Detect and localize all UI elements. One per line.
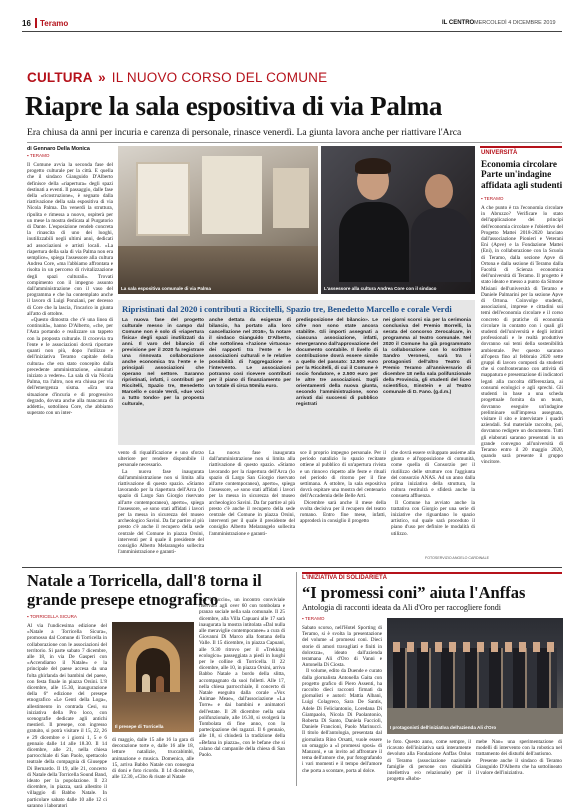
body-paragraph: Il volume, edito da Duende e curato dalla giornalista Antonella Gaita con progetto grafico di Piero Assenti, ha raccolto dieci racconti firmati da giornalisti e autori: Mattia Albani, Luigi Colagreco, Sara De Santis, Adele Di Feliciantonio, Loredana Di Giampaolo, Nicola Di Paolantonio, Roberta Di Santo, Daniela Faccioli, Daniele Francioni, Paolo Marinucci. Il titolo dell'antologia, presentata dal giornalista Rino Orsatti, vuole essere un omaggio a «I promessi sposi» di Manzoni, e un invito ad affrontare il tema dell'amore che, pur fotografando i vari momenti e il tempo dell'amore che porta a scontare, porta al dolce. <box>302 668 382 774</box>
torricella-headline: Natale a Torricella, dall'8 torna il grande presepe etnografico <box>27 571 262 609</box>
kicker-text: IL NUOVO CORSO DEL COMUNE <box>111 70 328 85</box>
main-body-col3 <box>209 450 295 562</box>
main-headline: Riapre la sala espositiva di via Palma <box>25 91 443 121</box>
body-paragraph: Presente anche il sindaco di Teramo Gianguido D'Alberto che ha sottolineato il valore dell'iniziativa. <box>476 757 562 777</box>
person-body <box>411 208 471 282</box>
photo-presepe <box>112 622 194 732</box>
page-header <box>22 18 562 30</box>
body-paragraph: vento di riqualificazione e uno sforzo ulteriore per rendere disponibile il personale necessario. <box>118 450 204 469</box>
photo-assessor-mayor <box>321 146 475 294</box>
body-paragraph: Il Comune ha avviato anche la trattativa con Giorgio per una serie di iniziative che riguardano lo spazio artistico, sul quale sarà proceduto il piano d'uso per definire le modalità di utilizzo. <box>391 499 475 537</box>
anffas-label: L'INIZIATIVA DI SOLIDARIETÀ <box>302 575 387 581</box>
figure <box>156 676 164 692</box>
group-row <box>393 648 557 708</box>
main-body-col5 <box>391 450 475 554</box>
ali-doro-caption: I protagonisti dell'iniziativa dell'azienda Ali d'Oro <box>390 725 497 730</box>
page-number: 16 <box>22 19 31 28</box>
sidebar-place-name: TERAMO <box>483 196 504 201</box>
anffas-place-name: TERAMO <box>304 616 325 621</box>
main-body-col1 <box>27 162 113 564</box>
main-body-col4 <box>300 450 386 562</box>
sidebar-label: UNIVERSITÀ <box>481 150 518 156</box>
body-paragraph: La nuova fase inaugurata dall'amministrazione non si limita alla riattivazione di questo spazio. «Stiamo lavorando per la riapertura dell'Arca (lo spazio di Largo San Giorgio riservato all'arte contemporanea), aperto», spiega l'assessore, «e sono stati affidati i lavori per la messa in sicurezza del museo archeologico Savini. Da far partire al più presto c'è anche il recupero della sede centrale del Comune in piazza Orsini, interventi per il quale il presidente del consiglio Alberto Melarangelo sollecita l'amministrazione e garanti- <box>118 468 204 556</box>
person-body <box>339 202 409 282</box>
floor <box>387 708 563 734</box>
photo-ali-doro <box>387 618 563 734</box>
torricella-col2: di maggio, dalle 15 alle 16 la gara di decorazione torte e, dalle 16 alle 18, letture natalizie, truccabimbi, animazione e musica. Domenica, alle 15, arriva Babbo Natale con consegna di doni e foto ricordo. Il 14 dicembre, alle 12.30, «Cibo & risate al Natale <box>112 737 194 781</box>
anffas-place: ▪ TERAMO <box>302 616 325 621</box>
torricella-col1: Al via l'undicesima edizione del «Natale a Torricella Sicura», promosso dal Comune di Torricella in collaborazione con le associazioni del territorio. Si parte sabato 7 dicembre, alle 18, in via De Gasperi con «Accendiamo il Natale» e la principale del paese accesa da una folta ghirlanda dei bambini del paese, con festa finale in piazza Orsini. L'8 dicembre, alle 15.30, inaugurazione della 6ª edizione del presepe etnografico «Le Genti della Loga», allestimento in contrada Cesi, su iniziativa della Pro loco, con scenografie dedicate agli antichi mestieri. Il presepe, con ingresso gratuito, si potrà visitare il 15, 22, 26 e 29 dicembre e i giorni 1, 5 e 6 gennaio dalle 14 alle 18.30. Il 14 dicembre, alle 21, nella chiesa parrocchiale di San Paolo, spettacolo teatrale della compagnia di Giuseppe Di Bernardo. Il 19, alle 21, concerto di Natale della Torricella Sound Band, ideato per la popolazione. Il 23 dicembre, in piazza, sarà allestito il villaggio di Babbo Natale. In particolare sabato dalle 10 alle 12 ci saranno i laboratori <box>27 623 107 809</box>
presepe-caption: Il presepe di Torricella <box>115 724 164 729</box>
subhead-rule <box>27 142 562 143</box>
anffas-col1 <box>302 625 382 789</box>
place-name: TERAMO <box>29 153 50 158</box>
section-separator <box>35 18 37 28</box>
photo-exhibition-hall <box>118 146 318 294</box>
body-paragraph: Il Comune avvia la seconda fase del progetto culturale per la città. E quella che il sindaco Gianguido D'Alberto definisce della «riapertura» degli spazi destinati a eventi. Il passaggio, dalle fase della «ricostruzione», è segnato dalla riattivazione della sala espositiva di via Nicola Palma. Da venerdì la struttura, ripulita e rimessa a nuovo, ospiterà per un mese la mostra dedicata al Purgatorio di Dante. L'esposizione rendeb concreta la rinascita di uno dei luoghi, inutilizzabili negli ultimi anni, dedicati ad associazioni e artisti locali. «La riapertura della sala di via Palma non era semplice», spiega l'assessore alla cultura Andrea Core, «ma l'abbiamo affrontata e risolta in un percorso di rivitalizzazione degli spazi culturali». Trovati compimento con il impegno assunto dall'amministrazione con il vaso del programma e che ha contemplato anche il lavoro di Luigi Ponziani, per decesso di Core che la lascia, l'incarico in giunta all'atto di ottobre. <box>27 162 113 317</box>
kicker-category: CULTURA <box>27 70 93 85</box>
anffas-col3 <box>476 739 562 789</box>
anffas-subhead: Antologia di racconti ideata da Ali d'Oro per raccogliere fondi <box>302 603 501 612</box>
issue-date: MERCOLEDÌ 4 DICEMBRE 2019 <box>474 20 556 26</box>
anffas-top-rule <box>302 572 562 574</box>
wall-panel <box>202 156 262 234</box>
place-tag: ▪ TERAMO <box>27 153 50 158</box>
torricella-col3: con Nduccio», un incontro conviviale riservato agli over 60 con tombolata e pranzo sociale nella sala comunale. Il 25 dicembre, alla Villa Capuani alle 17 sarà inaugurata la mostra intitolata «Dal nulla alle meraviglie contemporanee» a cura di Giovanni Di Marco alla fontana della Valle. Il 15 dicembre, in piazza Capuani, alle 9.30 ritrovo per il «Trekking ecologico» passeggiata a piedi in luoghi per le colline di Torricella. Il 22 dicembre, alle 10, in piazza Orsini, arriva Babbo Natale a bordo della slitta, accompagnato da suoi folletti. Alle 17, nella chiesa parrocchiale, il concerto di Natale eseguito dalla corale «Vox Animae Meae», dall'associazione «La Torre» e dai bambini e animatori dell'estate. Il 28 dicembre nella sala polifunzionale, alle 16.30, si svolgerà la Tombolata di fine anno, con la partecipazione dei ragazzi. Il 6 gennaio, alle 18, si chiuderà la tradizione della «Befana in piazza», con le befane che si calano dal campanile della chiesa di San Paolo. <box>199 597 285 759</box>
body-paragraph: sce il proprio impegno personale. Per il periodo natalizio lo spazio recitante ottiene al pubblico di un'apertura rivista e un rinnovo rispetto alle feste e rituali nel periodo di ritorno per il fine settimana. A ottobre, la sala espositiva dovrà ospitare una mostra del centenario dell'Accademia delle Belle Arti. <box>300 450 386 500</box>
photo-credit: FOTOSERVIZIO ANGELO CARDINALE <box>425 556 489 560</box>
header-rule <box>22 31 562 32</box>
body-paragraph: «Questo dimostra che c'è una linea di continuità», hanno D'Alberto, «che, per l'Asta portando e realizzare un tappeto con la proposta culturale. Il crocevia tra l'ente e le associazioni dovrà riportare quanti non più, dopo l'utilizzo e dell'iniziativa Teramo capitale della cultura» che era stato concepito dalla precedente amministrazione, «insultati iniziato a vedere». La sala di via Nicola Palma, tra l'altro, non era chiusa per via dell'emergenza sisma. «Era una situazione d'incuria e di progressivo degrado, dovuta anche alla mancanza di addetti», sottolinea Core, che abbiamo superato con un inter- <box>27 317 113 417</box>
paper-name: IL CENTRO <box>442 20 475 26</box>
body-paragraph: che dovrà essere sviluppato assieme alla giunta e all'opposizione di comunità, come quella di Consorzio per il riutilizzo delle strutture con l'aggiunta del consorzio ANAS. Ad un anno dalla prima iniziativa della struttura, la cultura restituirà e sfiderà anche la consueta affluenza. <box>391 450 475 500</box>
body-paragraph: Sabato scorso, nell'Hotel Sporting di Teramo, si è svolta la presentazione del volume «I promessi coni. Dieci storie di amori travagliati e finiti in dolcezza», ideato dall'azienda teramana Ali d'Oro di Vanni e Antonella Di Ciosta. <box>302 625 382 669</box>
torricella-place-name: TORRICELLA SICURA <box>29 614 77 619</box>
person-hair <box>355 158 391 174</box>
sidebar-body: A che punto è tra l'economia circolare in Abruzzo? Verificare lo stato dell'applicazione dei principi dell'economia circolare e l'obiettivo del Progetto Mattei 2018-2020 lanciato dall'associazione Pionieri e Veterani Eni (Apve) e la Fondazione Mattei (Eni), in collaborazione con la Scuola di Teramo, dalla sezione Apve di Ortona e dalla sezione di Teramo dalla Facoltà di Scienza economica dell'università di Teramo. Il progetto è stato ideato e messo a punto da Simone Misiani dell'università di Teramo e Daniele Palmarini per la sezione Apve di Ortona. Coinvolge studenti, associazioni, imprese e cittadini sui temi dell'economia circolare e il corso concreto di pratiche di economia circolare in contatto con i quali gli studenti dell'università e degli istituti professionali e le realtà produttive dovranno sui temi della sostenibilità ambientale. Per questo saranno all'opera fino al febbraio 2020 sette gruppi di lavoro composti da studenti che si confronteranno con attività di mappatura e presentazione di indicatori legati alla raccolta differenziata, ai consumi ecologici e agli sprechi. Gli studenti in base a una scheda progettuale fornita da un team, dovranno eseguire un'indagine preliminare sull'impresa assegnata, visitare il sito e intervistare i quadri aziendali. Sul materiale raccolto, poi, dovranno redigere un documento. Tutti gli elaborati saranno presentati in un grande convegno all'università di Teramo entro il 20 maggio 2020, quando sarà presente il gruppo vincitore. <box>481 205 563 466</box>
wall-panel <box>138 164 188 234</box>
sidebar-place: ▪ TERAMO <box>481 196 504 201</box>
main-subhead: Era chiusa da anni per incuria e carenza di personale, rinasce venerdì. La giunta lavora anche per riattivare l'Arca <box>27 127 462 138</box>
kicker-sep: » <box>98 70 106 85</box>
torricella-place: ▪ TORRICELLA SICURA <box>27 614 77 619</box>
person-head <box>425 174 453 208</box>
body-paragraph: mebe Nao» una sperimentazione di modelli di intervento con la robotica nel trattamento dei disturbi dell'autismo. <box>476 739 562 758</box>
box-col1: La nuova fase del progetto culturale messo in campo dal Comune non è solo di «riapertura fisica» degli spazi inutilizzati da anni. Il varo del bilancio di previsione per il 2020 fa registrare una rinnovata collaborazione anche economica tra l'ente e le principali associazioni che operano nel settore. Saranno ripristinati, infatti, i contributi per Riccitelli, Spazio tre, Benedetto Marcello e corale Verdi, «due voci a tutto tondo» per la proposta culturale, <box>122 318 204 407</box>
box-col4: nei giorni scorsi sia per la cerimonia conclusiva del Premio Borrelli, la serata del concorso Zerocalcare, in programma al teatro comunale. Nel 2020 il Comune ha già programmato la collaborazione con lo scrittore Sandro Veronesi, sarà tra i protagonisti dell'altro Teatro di Premio Teramo all'anniversario di dicembre 18 nella sala polifunzionale della Provincia, gli studenti del liceo scientifico, Einstein e al Teatro comunale di D. Fano. (g.d.m.) <box>383 318 471 395</box>
faces <box>393 642 557 652</box>
anffas-col2: le foto. Questo anno, come sempre, il ricavato dell'iniziativa sarà interamente devoluto alla Fondazione Anffas Onlus di Teramo (associazione nazionale famiglie di persone con disabilità intellettiva e/o relazionale) per il progetto «Robo- <box>387 739 471 783</box>
body-paragraph: Dicembre sarà anche il mese della svolta decisiva per il recupero del teatro romano. Entro fine mese, infatti, approderà in consiglio il progetto <box>300 499 386 525</box>
wall-panel <box>273 168 309 228</box>
section-name: Teramo <box>40 19 69 28</box>
photo2-caption: L'assessore alla cultura Andrea Core con il sindaco <box>324 286 437 291</box>
column-divider <box>296 572 297 786</box>
box-title: Ripristinati dal 2020 i contributi a Riccitelli, Spazio tre, Benedetto Marcello e corale Verdi <box>122 304 452 314</box>
body-paragraph: La nuova fase inaugurata dall'amministrazione non si limita alla riattivazione di questo spazio. «Stiamo lavorando per la riapertura dell'Arca (lo spazio di Largo San Giorgio riservato all'arte contemporanea), aperto», spiega l'assessore, «e sono stati affidati i lavori per la messa in sicurezza del museo archeologico Savini. Da far partire al più presto c'è anche il recupero della sede centrale del Comune in piazza Orsini, interventi per il quale il presidente del consiglio Alberto Melarangelo sollecita l'amministrazione e garanti- <box>209 450 295 537</box>
figure <box>142 674 150 692</box>
sidebar-headline: Economia circolare Parte un'indagine affidata agli studenti <box>481 159 563 190</box>
photo1-caption: La sala espositiva comunale di via Palma <box>121 286 211 291</box>
box-col2: anche dettata da esigenze di bilancio, ha portato alla loro cancellazione nel 2016», fa notare il sindaco Gianguido D'Alberto, che sottolinea «l'azione virtuosa» dei rapporti tra l'ente e le associazioni culturali e le relative possibilità di l'aggregazione e l'intervento. Le associazioni potranno così ricevere contributi per il piano di finanziamento per un totale di circa 50mila euro. <box>209 318 291 389</box>
box-col3: predisposizione del bilancio». Le cifre non sono state ancora stabilite. Gli importi assegnati a ciascuna associazione, infatti, emergeranno dall'approvazione del documento contabile. Il livello di contribuzione dovrà essere simile a quello del passato: 12.500 euro per la Riccitelli, di cui il Comune è socio fondatore, e 2.500 euro per le altre tre associazioni. Sugli orientamenti della nuova giunta, secondo l'amministrazione, sono arrivati dai successi di pubblico registrati <box>296 318 378 407</box>
sidebar-top-rule <box>480 146 562 148</box>
anffas-headline: “I promessi coni” aiuta l'Anffas <box>302 583 526 602</box>
main-body-col2 <box>118 450 204 562</box>
byline: di Gennaro Della Monica <box>27 146 90 152</box>
section-divider <box>22 567 562 568</box>
kicker <box>27 70 327 85</box>
